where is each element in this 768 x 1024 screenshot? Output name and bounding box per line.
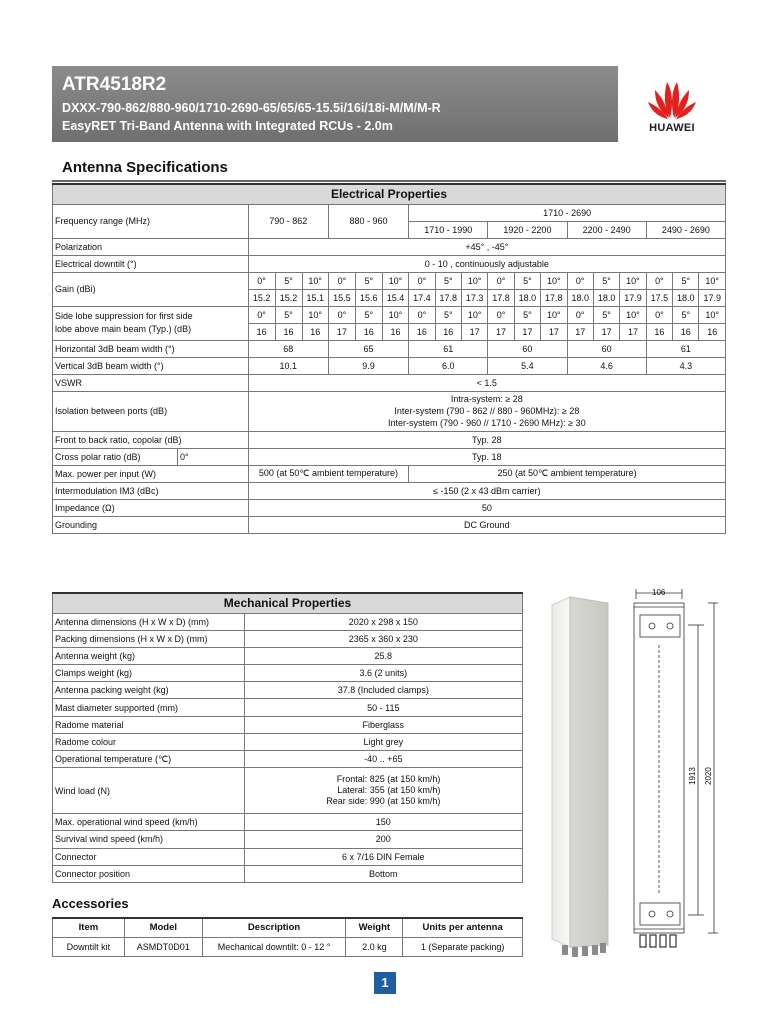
gain-value: 18.0 [567,289,593,306]
sidelobe-value: 17 [488,323,514,340]
isolation-label: Isolation between ports (dB) [53,391,249,431]
electrical-properties-heading: Electrical Properties [53,184,726,204]
mech-value: Fiberglass [244,716,522,733]
sidelobe-value: 16 [646,323,672,340]
gain-tilt: 5° [673,272,699,289]
max-power-label: Max. power per input (W) [53,465,249,482]
gain-label: Gain (dBi) [53,272,249,306]
electrical-properties-table [52,183,726,534]
sidelobe-tilt: 5° [355,306,382,323]
gain-value: 15.2 [248,289,275,306]
gain-value: 17.8 [488,289,514,306]
acc-cell: Downtilt kit [53,937,125,956]
gain-tilt: 0° [567,272,593,289]
sidelobe-tilt: 5° [275,306,302,323]
wind-line: Frontal: 825 (at 150 km/h) [336,774,441,785]
gain-tilt: 5° [514,272,540,289]
inner-height-dimension: 1913 [688,767,697,785]
vbw-value: 4.3 [646,357,725,374]
wind-line: Lateral: 355 (at 150 km/h) [337,785,441,796]
sidelobe-label [53,306,249,340]
mech-label: Connector [53,848,245,865]
gain-value: 15.6 [355,289,382,306]
front-back-value: Typ. 28 [248,431,725,448]
mech-value: Bottom [244,865,522,882]
gain-value: 17.5 [646,289,672,306]
sidelobe-label-line1: Side lobe suppression for first side [55,311,193,321]
document-header [52,66,726,142]
vbw-value: 5.4 [488,357,567,374]
sidelobe-tilt: 10° [382,306,408,323]
wind-load-value [244,768,522,814]
hbw-value: 68 [248,340,328,357]
hbw-value: 65 [328,340,408,357]
gain-tilt: 0° [646,272,672,289]
gain-tilt: 10° [541,272,567,289]
sidelobe-tilt: 0° [248,306,275,323]
sidelobe-value: 17 [620,323,646,340]
max-power-low: 500 (at 50℃ ambient temperature) [248,465,409,482]
sidelobe-value: 16 [409,323,435,340]
page-number-badge: 1 [374,972,396,994]
sidelobe-tilt: 10° [541,306,567,323]
downtilt-value: 0 - 10 , continuously adjustable [248,255,725,272]
gain-value: 17.8 [435,289,461,306]
mech-label: Clamps weight (kg) [53,665,245,682]
gain-tilt: 5° [275,272,302,289]
acc-header: Units per antenna [403,918,523,937]
vbw-value: 6.0 [409,357,488,374]
acc-cell: ASMDT0D01 [124,937,202,956]
accessories-table [52,917,523,957]
gain-tilt: 10° [620,272,646,289]
gain-tilt: 10° [699,272,726,289]
freq-sub-band: 2490 - 2690 [646,221,725,238]
freq-sub-band: 2200 - 2490 [567,221,646,238]
cross-polar-label: Cross polar ratio (dB) [55,451,141,462]
cross-polar-label-cell [53,448,249,465]
mech-label: Mast diameter supported (mm) [53,699,245,716]
model-code: DXXX-790-862/880-960/1710-2690-65/65/65-15.5i/16i/18i-M/M/M-R [62,101,441,115]
freq-high-band: 1710 - 2690 [409,204,726,221]
mech-label: Packing dimensions (H x W x D) (mm) [53,630,245,647]
gain-tilt: 5° [593,272,619,289]
vbw-value: 9.9 [328,357,408,374]
sidelobe-tilt: 5° [593,306,619,323]
sidelobe-value: 17 [567,323,593,340]
grounding-label: Grounding [53,516,249,533]
sidelobe-value: 16 [673,323,699,340]
impedance-value: 50 [248,499,725,516]
wind-line: Rear side: 990 (at 150 km/h) [326,796,441,807]
mech-value: 3.6 (2 units) [244,665,522,682]
sidelobe-tilt: 5° [514,306,540,323]
mech-label: Antenna dimensions (H x W x D) (mm) [53,613,245,630]
hbw-label: Horizontal 3dB beam width (°) [53,340,249,357]
gain-value: 17.9 [620,289,646,306]
gain-value: 18.0 [593,289,619,306]
gain-value: 15.4 [382,289,408,306]
gain-tilt: 10° [461,272,487,289]
sidelobe-tilt: 0° [409,306,435,323]
mech-value: 50 - 115 [244,699,522,716]
gain-tilt: 0° [328,272,355,289]
mech-value: -40 .. +65 [244,751,522,768]
freq-low-band: 790 - 862 [248,204,328,238]
sidelobe-tilt: 0° [646,306,672,323]
gain-tilt: 10° [302,272,328,289]
gain-value: 15.1 [302,289,328,306]
mech-value: 150 [244,814,522,831]
acc-cell: 2.0 kg [346,937,403,956]
mechanical-properties-table [52,592,523,883]
hbw-value: 61 [409,340,488,357]
vbw-value: 10.1 [248,357,328,374]
section-rule [52,180,726,182]
gain-tilt: 5° [355,272,382,289]
gain-value: 17.3 [461,289,487,306]
frequency-label: Frequency range (MHz) [53,204,249,238]
antenna-specs-title: Antenna Specifications [62,159,228,176]
freq-sub-band: 1920 - 2200 [488,221,567,238]
isolation-line: Inter-system (790 - 960 // 1710 - 2690 MHz): ≥ 30 [388,418,586,428]
isolation-line: Inter-system (790 - 862 // 880 - 960MHz): ≥ 28 [394,406,580,416]
im3-value: ≤ -150 (2 x 43 dBm carrier) [248,482,725,499]
mech-value: Light grey [244,733,522,750]
hbw-value: 61 [646,340,725,357]
hbw-value: 60 [488,340,567,357]
mech-label: Survival wind speed (km/h) [53,831,245,848]
height-dimension: 2020 [704,767,713,785]
cross-polar-angle: 0° [177,449,248,465]
acc-cell: 1 (Separate packing) [403,937,523,956]
mech-label: Operational temperature (℃) [53,751,245,768]
wind-load-label: Wind load (N) [53,768,245,814]
sidelobe-value: 17 [541,323,567,340]
downtilt-label: Electrical downtilt (°) [53,255,249,272]
accessories-title: Accessories [52,896,129,911]
hbw-value: 60 [567,340,646,357]
gain-value: 17.4 [409,289,435,306]
gain-tilt: 0° [488,272,514,289]
sidelobe-tilt: 10° [699,306,726,323]
acc-header: Item [53,918,125,937]
gain-value: 18.0 [514,289,540,306]
sidelobe-value: 16 [435,323,461,340]
gain-tilt: 0° [409,272,435,289]
gain-tilt: 10° [382,272,408,289]
mech-value: 25.8 [244,647,522,664]
sidelobe-tilt: 10° [302,306,328,323]
antenna-photo [548,595,618,965]
im3-label: Intermodulation IM3 (dBc) [53,482,249,499]
huawei-petals-icon [647,78,697,120]
grounding-value: DC Ground [248,516,725,533]
sidelobe-value: 17 [514,323,540,340]
mech-label: Radome colour [53,733,245,750]
gain-value: 15.2 [275,289,302,306]
mech-value: 6 x 7/16 DIN Female [244,848,522,865]
sidelobe-tilt: 10° [620,306,646,323]
mech-label: Connector position [53,865,245,882]
acc-header: Weight [346,918,403,937]
mech-value: 2020 x 298 x 150 [244,613,522,630]
sidelobe-value: 17 [593,323,619,340]
freq-sub-band: 1710 - 1990 [409,221,488,238]
vbw-value: 4.6 [567,357,646,374]
huawei-logo [618,66,726,142]
cross-polar-value: Typ. 18 [248,448,725,465]
mech-value: 2365 x 360 x 230 [244,630,522,647]
brand-name: HUAWEI [649,122,695,134]
sidelobe-label-line2: lobe above main beam (Typ.) (dB) [55,324,192,334]
impedance-label: Impedance (Ω) [53,499,249,516]
acc-header: Description [202,918,346,937]
model-title: ATR4518R2 [62,74,167,95]
gain-value: 17.9 [699,289,726,306]
max-power-high: 250 (at 50℃ ambient temperature) [409,465,726,482]
sidelobe-value: 16 [302,323,328,340]
gain-tilt: 5° [435,272,461,289]
model-description: EasyRET Tri-Band Antenna with Integrated RCUs - 2.0m [62,119,393,133]
isolation-value [248,391,725,431]
gain-value: 17.8 [541,289,567,306]
sidelobe-tilt: 0° [567,306,593,323]
sidelobe-tilt: 10° [461,306,487,323]
mech-label: Max. operational wind speed (km/h) [53,814,245,831]
sidelobe-value: 16 [248,323,275,340]
sidelobe-value: 16 [699,323,726,340]
sidelobe-value: 16 [355,323,382,340]
acc-cell: Mechanical downtilt: 0 - 12 ° [202,937,346,956]
sidelobe-tilt: 5° [673,306,699,323]
sidelobe-value: 17 [328,323,355,340]
isolation-line: Intra-system: ≥ 28 [450,394,523,404]
sidelobe-tilt: 0° [328,306,355,323]
polarization-label: Polarization [53,238,249,255]
front-back-label: Front to back ratio, copolar (dB) [53,431,249,448]
antenna-drawing [612,585,722,965]
vswr-label: VSWR [53,374,249,391]
sidelobe-tilt: 0° [488,306,514,323]
mech-value: 200 [244,831,522,848]
freq-mid-band: 880 - 960 [328,204,408,238]
polarization-value: +45° , -45° [248,238,725,255]
vbw-label: Vertical 3dB beam width (°) [53,357,249,374]
gain-tilt: 0° [248,272,275,289]
mechanical-properties-heading: Mechanical Properties [53,593,523,613]
acc-header: Model [124,918,202,937]
sidelobe-tilt: 5° [435,306,461,323]
mech-label: Radome material [53,716,245,733]
mech-value: 37.8 (Included clamps) [244,682,522,699]
sidelobe-value: 16 [382,323,408,340]
sidelobe-value: 16 [275,323,302,340]
vswr-value: < 1.5 [248,374,725,391]
gain-value: 15.5 [328,289,355,306]
gain-value: 18.0 [673,289,699,306]
mech-label: Antenna weight (kg) [53,647,245,664]
width-dimension: 106 [652,588,666,597]
sidelobe-value: 17 [461,323,487,340]
mech-label: Antenna packing weight (kg) [53,682,245,699]
